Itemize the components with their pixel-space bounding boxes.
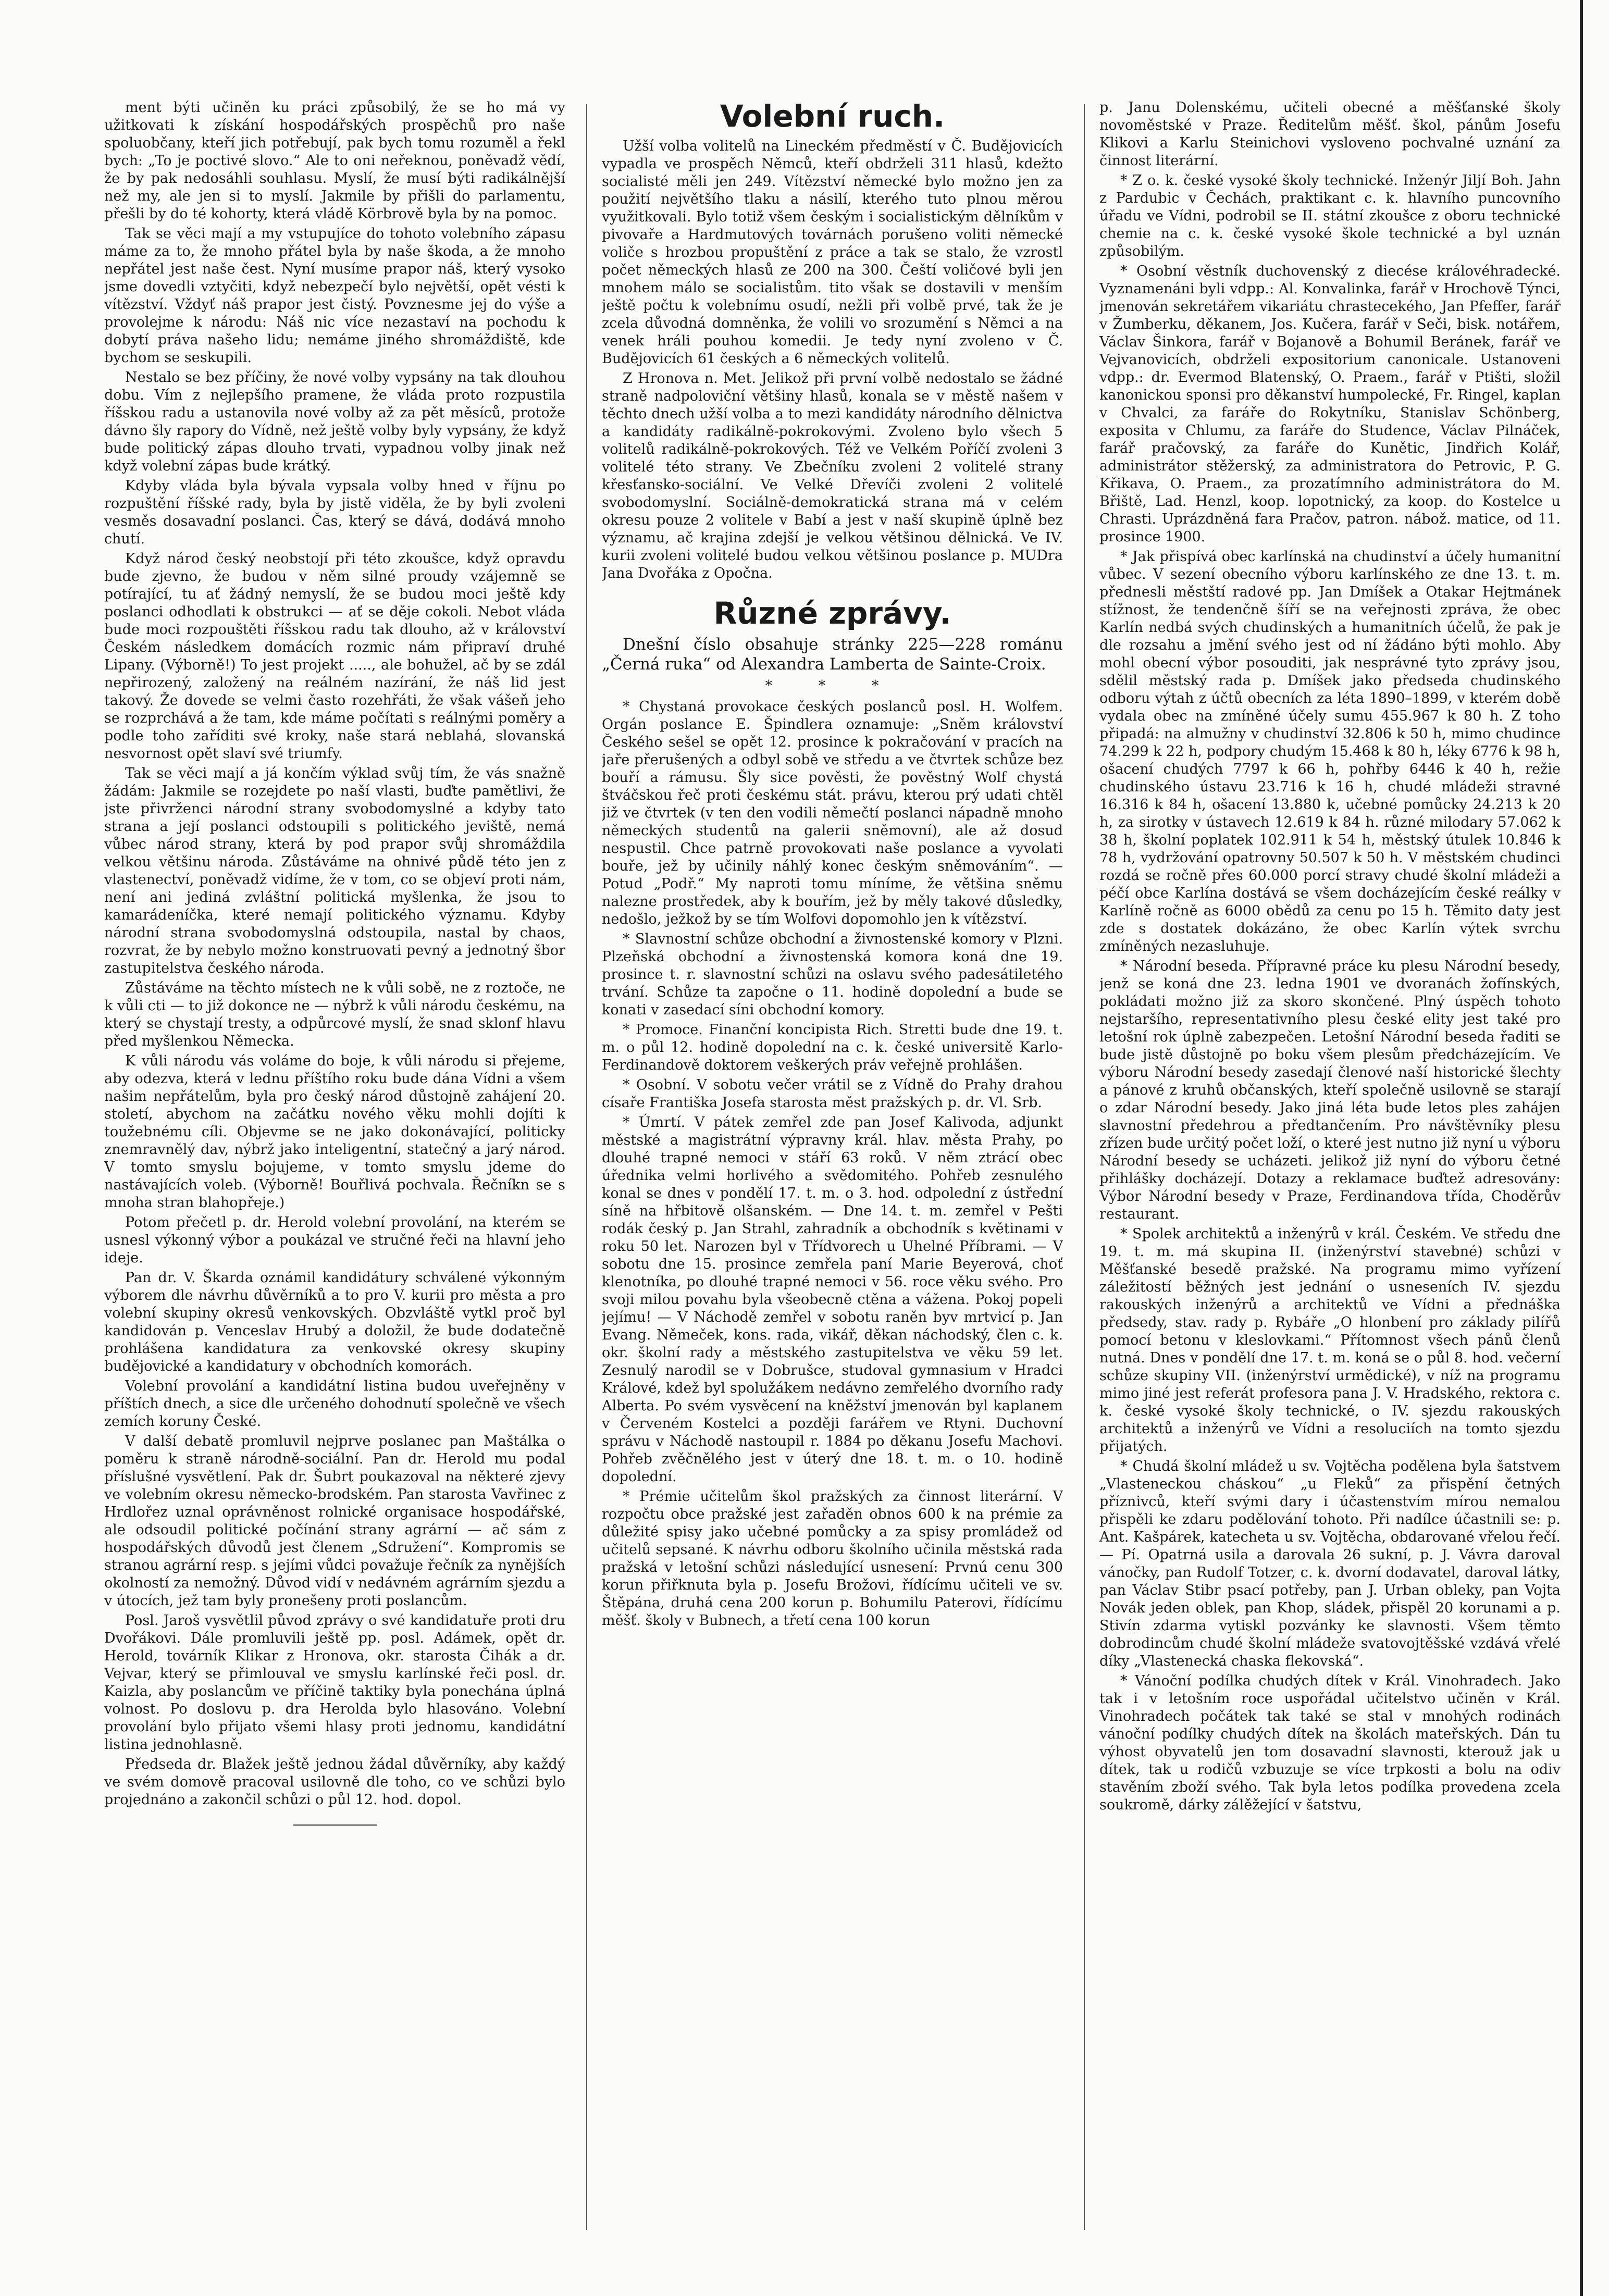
article-paragraph: Z Hronova n. Met. Jelikož při první volbě nedostalo se žádné straně nadpoloviční většiny hlasů, konala se v městě našem v těchto dnech užší volba a to mezi kandidáty národního dělnictva a kandidáty radikálně-pokrokovými. Zvoleno bylo všech 5 volitelů radikálně-pokrokových. Též ve Velkém Poříčí zvoleni 3 volitelé této strany. Ve Zbečníku zvoleni 2 volitelé strany křesťansko-sociální. Ve Velké Dřevíči zvoleni 2 volitelé svobodomyslní. Sociálně-demokratická strana má v celém okresu pouze 2 volitele v Babí a jest v naší skupině úplně bez významu, ač krajina zdejší je velkou většinou dělnická. Ve IV. kurii zvoleni volitelé budou velkou většinou poslance p. MUDra Jana Dvořáka z Opočna. <box>602 370 1063 581</box>
newspaper-page <box>104 99 1574 2235</box>
article-paragraph: * Chystaná provokace českých poslanců posl. H. Wolfem. Orgán poslance E. Špindlera oznamuje: „Sněm království Českého sešel se opět 12. prosince k pokračování v pracích na jaře přerušených a odbyl sobě ve středu a ve čtvrtek schůze bez bouří a rámusu. Šly sice pověsti, že pověstný Wolf chystá štváčskou řeč proti českému stát. právu, kterou prý udati chtěl již ve čtvrtek (v ten den vodili němečtí poslanci nápadně mnoho německých studentů na galerii sněmovní), ale až dosud nespustil. Chce patrně provokovati naše poslance a vyvolati bouře, jež by učinily náhlý konec českým sněmováním“. — Potud „Podř.“ My naproti tomu míníme, že většina sněmu nalezne prostředek, aby k bouřím, jež by měly takové důsledky, nedošlo, ježkož by se tím Wolfovi dopomohlo jen k vítězství. <box>602 699 1063 927</box>
article-paragraph: * Úmrtí. V pátek zemřel zde pan Josef Kalivoda, adjunkt městské a magistrátní výpravny král. hlav. města Prahy, po dlouhé trapné nemoci v stáří 63 roků. V něm ztrácí obec úřednika velmi horlivého a svědomitého. Pohřeb zesnulého konal se dnes v pondělí 17. t. m. o 3. hod. odpolední z ústřední síně na hřbitově olšanském. — Dne 14. t. m. zemřel v Pešti rodák český p. Jan Strahl, zahradník a obchodník s květinami v roku 50 let. Narozen byl v Třídvorech u Uhelné Příbrami. — V sobotu dne 15. prosince zemřela paní Marie Beyerová, choť klenotníka, po dlouhé trapné nemoci v 56. roce věku svého. Pro svoji milou povahu byla všeobecně ctěna a vážena. Pokoj popeli jejímu! — V Náchodě zemřel v sobotu raněn byv mrtvicí p. Jan Evang. Němeček, kons. rada, vikář, děkan náchodský, člen c. k. okr. školní rady a městského zastupitelstva ve věku 59 let. Zesnulý narodil se v Dobrušce, studoval gymnasium v Hradci Králové, kdež byl spolužákem nedávno zemřelého dvorního rady Alberta. Po svém vysvěcení na kněžství jmenován byl kaplanem v Červeném Kostelci a později farářem ve Rtyni. Duchovní správu v Náchodě nastoupil r. 1884 po děkanu Josefu Machovi. Pohřeb zvěčnělého jest v úterý dne 18. t. m. o 10. hodině dopolední. <box>602 1114 1063 1485</box>
article-paragraph: * Slavnostní schůze obchodní a živnostenské komory v Plzni. Plzeňská obchodní a živnostenská komora koná dne 19. prosince t. r. slavnostní schůzi na oslavu svého padesátiletého trvání. Schůze ta započne o 11. hodině dopolední a bude se konati v zasedací síni obchodní komory. <box>602 931 1063 1018</box>
lead-paragraph: Dnešní číslo obsahuje stránky 225—228 románu „Černá ruka“ od Alexandra Lamberta de Sainte-Croix. <box>602 635 1063 674</box>
article-paragraph: * Vánoční podílka chudých dítek v Král. Vinohradech. Jako tak i v letošním roce uspořádal učitelstvo učiněn v Král. Vinohradech počátek tak také se stal v mnohých rodinách vánoční podílky chudých dítek na školách mateřských. Dán tu výhost obyvatelů jen tom dosavadní slavnosti, kterouž jak u dítek, tak u rodičů vzbuzuje se více trpkosti a bolu na odiv stavěním zboží svého. Tak byla letos podílka provedena zcela soukromě, dárky zálěžející v šatstvu, <box>1099 1673 1561 1813</box>
article-paragraph: Užší volba volitelů na Lineckém předměstí v Č. Budějovicích vypadla ve prospěch Němců, kteří obdrželi 311 hlasů, kdežto socialisté měli jen 249. Vítězství německé bylo možno jen za použití největšího tlaku a násilí, kterého tuto plnou měrou využitkovali. Bylo totiž všem českým i socialistickým dělníkům v pivovaře a Hardmutových továrnách porušeno voliti německé voliče s hrozbou propuštění z práce a tak se stalo, že vzrostl počet německých hlasů ze 200 na 300. Čeští voličové byli jen mnohem málo se socialistům. tito však se dostavili v menším ještě počtu k volebnímu osudí, nežli při volbě prvé, tak že je zcela důvodná domněnka, že volili vo srozumění s Němci a na venek hráli pouhou komedii. Je tedy nyní zvoleno v Č. Budějovicích 61 českých a 6 německých volitelů. <box>602 138 1063 367</box>
separator-stars: * * * <box>765 678 900 694</box>
article-paragraph: Volební provolání a kandidátní listina budou uveřejněny v příštích dnech, a sice dle určeného dohodnutí společně ve všech zemích koruny České. <box>104 1378 565 1430</box>
article-paragraph: * Národní beseda. Přípravné práce ku plesu Národní besedy, jenž se koná dne 23. ledna 1901 ve dvoranách žofínských, pokládati možno již za skoro skončené. Plný úspěch tohoto nejstaršího, representativního plesu české elity jest také pro letošní rok úplně zabezpečen. Letošní Národní beseda řaditi se bude jistě důstojně po boku všem plesům předcházejícím. Ve výboru Národní besedy zasedají členové naší historické šlechty a pánové z kruhů občanských, kteří společně usilovně se starají o zdar Národní besedy. Jako jiná léta bude letos ples zahájen slavnostní předehrou a předtančením. Pro návštěvníky plesu zřízen bude určitý počet loží, o které jest nutno již nyní u výboru Národní besedy se ucházeti. jelikož již nyní do výboru četné přihlášky docházejí. Dotazy a reklamace buďtež adresovány: Výbor Národní besedy v Praze, Ferdinandova třída, Choděrův restaurant. <box>1099 958 1561 1222</box>
article-paragraph: * Osobní. V sobotu večer vrátil se z Vídně do Prahy drahou císaře Františka Josefa starosta měst pražských p. dr. Vl. Srb. <box>602 1077 1063 1111</box>
column-rule <box>1084 104 1085 2230</box>
section-heading-volebni-ruch: Volební ruch. <box>720 99 945 134</box>
article-paragraph: * Spolek architektů a inženýrů v král. Českém. Ve středu dne 19. t. m. má skupina II. (inženýrství stavebné) schůzi v Měšťanské besedě pražské. Na programu mimo vyřízení záležitostí běžných jest jednání o usneseních IV. sjezdu rakouských inženýrů a architektů ve Vídni a přednáška předsedy, stav. rady p. Rybáře „O hlonbení pro základy pilířů pomocí betonu v kleslovkami.“ Přítomnost všech pánů členů nutná. Dnes v pondělí dne 17. t. m. koná se o půl 8. hod. večerní schůze skupiny VII. (inženýrství urmědické), v níž na programu mimo jiné jest referát profesora pana J. V. Hradského, rektora c. k. české vysoké školy technické, o IV. sjezdu rakouských architektů a inženýrů ve Vídni a resoluciích na tomto sjezdu přijatých. <box>1099 1226 1561 1455</box>
article-paragraph: Potom přečetl p. dr. Herold volební provolání, na kterém se usnesl výkonný výbor a poukázal ve stručné řeči na hlavní jeho ideje. <box>104 1214 565 1266</box>
article-paragraph: * Prémie učitelům škol pražských za činnost literární. V rozpočtu obce pražské jest zařaděn obnos 600 k na prémie za důležité spisy jako učebné pomůcky a za spisy promládež od učitelů sepsané. K návrhu odboru školního učinila městská rada pražská v letošní schůzi následující usnesení: Prvnú cenu 300 korun přiřknuta byla p. Josefu Brožovi, řídícímu učiteli ve sv. Štěpána, druhá cena 200 korun p. Bohumilu Paterovi, řídícímu měšť. školy v Bubnech, a třetí cena 100 korun <box>602 1488 1063 1629</box>
page-edge-border <box>1580 0 1583 2296</box>
section-heading-ruzne-zpravy: Různé zprávy. <box>713 595 951 631</box>
article-paragraph: Když národ český neobstojí při této zkoušce, když opravdu bude zjevno, že budou v něm silné proudy vzájemně se potírající, tu ať žádný nemyslí, že se budou moci ještě kdy poslanci odhodlati k obstrukci — ať se děje cokoli. Nebot vláda bude moci rozpouštěti říšskou radu tak dlouho, až v království Českém následkem domácích rozmic nám připraví druhé Lipany. (Výborně!) To jest projekt ....., ale bohužel, ač by se zdál nepřirozený, založený na reálném nazírání, že náš lid jest takový. Že dovede se velmi často rozehřáti, že však vášeň jeho se rozprchává a že tam, kde máme počítati s reálnými poměry a podle toho zaříditi své kroky, naše stará neblahá, slovanská nesvornost opět slaví své triumfy. <box>104 551 565 762</box>
end-rule <box>293 1825 377 1826</box>
column-2 <box>602 99 1063 2235</box>
article-paragraph: * Promoce. Finanční koncipista Rich. Stretti bude dne 19. t. m. o půl 12. hodině dopolední na c. k. české universitě Karlo-Ferdinandově doktorem veškerých práv veřejně prohlášen. <box>602 1022 1063 1073</box>
article-paragraph: ment býti učiněn ku práci způsobilý, že se ho má vy užitkovati k získání hospodářských prospěchů pro naše spoluobčany, kteří jich potřebují, pak bych tomu rozuměl a řekl bych: „To je poctivé slovo.“ Ale to oni neřeknou, poněvadž vědí, že by pak nedosáhli souhlasu. Myslí, že musí býti radikálnější než my, ale jen si to myslí. Jakmile by přišli do parlamentu, přešli by do té kohorty, která vládě Körbrově byla by na pomoc. <box>104 100 565 222</box>
article-paragraph: Předseda dr. Blažek ještě jednou žádal důvěrníky, aby každý ve svém domově pracoval usilovně dle toho, co ve schůzi bylo projednáno a zakončil schůzi o půl 12. hod. dopol. <box>104 1756 565 1808</box>
article-paragraph: Zůstáváme na těchto místech ne k vůli sobě, ne z roztoče, ne k vůli cti — to již dokonce ne — nýbrž k vůli národu českému, na který se chystají tresty, a odpůrcové myslí, že snad sklonf hlavu před myšlenkou Německa. <box>104 980 565 1049</box>
article-paragraph: Nestalo se bez příčiny, že nové volby vypsány na tak dlouhou dobu. Vím z nejlepšího pramene, že vláda proto rozpustila říšskou radu a ustanovila nové volby až za pět měsíců, protože dávno šly rapory do Vídně, než ještě volby byly vypsány, že když bude politický zápas dlouho trvati, vypadnou volby jinak než když volební zápas bude krátký. <box>104 369 565 474</box>
article-paragraph: * Osobní věstník duchovenský z diecése královéhradecké. Vyznamenáni byli vdpp.: Al. Konvalinka, farář v Hrochově Týnci, jmenován sekretářem vikariátu chrastecekého, Jan Pfeffer, farář v Žumberku, děkanem, Jos. Kučera, farář v Seči, bisk. notářem, Václav Šinkora, farář v Bojanově a Bohumil Beránek, farář ve Vejvanovicích, obdrželi expositorium canonicale. Ustanoveni vdpp.: dr. Evermod Blatenský, O. Praem., farář v Ptišti, složil kanonickou sponsi pro děkanství humpolecké, Fr. Ringel, kaplan v Chvalci, za faráře do Rokytníku, Stanislav Schönberg, exposita v Chlumu, za faráře do Studence, Václav Pilnáček, farář pračovský, za faráře do Kunětic, Jindřich Kolář, administrátor stěžerský, za administratora do Petrovic, P. G. Křikava, O. Praem., za prozatímního administrátora do M. Břiště, Lad. Henzl, koop. lopotnický, za koop. do Kostelce u Chrasti. Uprázdněná fara Pračov, patron. nábož. matice, od 11. prosince 1900. <box>1099 263 1561 545</box>
column-rule <box>586 104 587 2230</box>
article-paragraph: p. Janu Dolenskému, učiteli obecné a měšťanské školy novoměstské v Praze. Ředitelům měšť. škol, pánům Josefu Klikovi a Karlu Steinichovi vysloveno pochvalné uznání za činnost literární. <box>1099 100 1561 169</box>
article-paragraph: V další debatě promluvil nejprve poslanec pan Maštálka o poměru k straně národně-sociální. Pan dr. Herold mu podal příslušné vysvětlení. Pak dr. Šubrt poukazoval na některé zjevy ve volebním okresu německo-brodském. Pan starosta Vavřinec z Hrdlořez uznal oprávněnost rolnické organisace hospodářské, ale odsoudil politické počínání strany agrární — ač sám z hospodářských důvodů jest členem „Sdružení“. Kompromis se stranou agrární resp. s jejími vůdci považuje řečník za nynějších okolností za nemožný. Důvod vidí v nedávném agrárním sjezdu a v útocích, jež tam byly pronešeny proti poslancům. <box>104 1433 565 1609</box>
article-paragraph: K vůli národu vás voláme do boje, k vůli národu si přejeme, aby odezva, která v lednu příštího roku bude dána Vídni a všem našim nepřátelům, byla pro český národ důstojně zahájení 20. století, abychom na začátku nového věku mohli dojíti k toužebnému cíli. Objevme se ne jako dokonávající, politicky znemravnělý dav, nýbrž jako inteligentní, statečný a jarý národ. V tomto smyslu bojujeme, v tomto smyslu jdeme do nastávajících voleb. (Výborně! Bouřlivá pochvala. Řečníkn se s mnoha stran blahopřeje.) <box>104 1053 565 1211</box>
article-paragraph: Posl. Jaroš vysvětlil původ zprávy o své kandidatuře proti dru Dvořákovi. Dále promluvili ještě pp. posl. Adámek, opět dr. Herold, továrník Klikar z Hronova, okr. starosta Čihák a dr. Vejvar, který se přimlouval ve smyslu karlínské řeči posl. dr. Kaizla, aby poslancům ve příčině taktiky byla ponechána úplná volnost. Po doslovu p. dra Herolda bylo hlasováno. Volební provolání bylo přijato všemi hlasy proti jednomu, kandidátní listina jednohlasně. <box>104 1612 565 1753</box>
article-paragraph: Tak se věci mají a já končím výklad svůj tím, že vás snažně žádám: Jakmile se rozejdete po naší vlasti, buďte pamětlivi, že jste přivrženci národní strany svobodomyslné a kdyby tato strana a její poslanci odstoupili s politického jeviště, nemá vůbec národ strany, která by pod prapor svůj shromáždila velkou většinu národa. Zůstáváme na ohnivé půdě této jen z vlastenectví, poněvadž vidíme, že v tom, co se objeví proti nám, není ani jediná zvláštní politická myšlenka, že jsou to kamarádeníčka, které nemají politického významu. Kdyby národní strana svobodomyslná odstoupila, nastal by chaos, rozvrat, že by nebylo možno konstruovati pevný a jednotný šbor zastupitelstva českého národa. <box>104 765 565 976</box>
article-paragraph: Tak se věci mají a my vstupujíce do tohoto volebního zápasu máme za to, že mnoho přátel byla by naše škoda, a že mnoho nepřátel jest naše čest. Nyní musíme prapor náš, který vysoko jsme dovedli vztyčiti, když nebezpečí bylo největší, opět vésti k vítězství. Vždyť náš prapor jest čistý. Povznesme jej do výše a provolejme k národu: Náš nic více nezastaví na pochodu k dobytí práva našeho lidu; nemáme jiného shromáždiště, kde bychom se seskupili. <box>104 226 565 366</box>
column-3 <box>1099 99 1561 2235</box>
article-paragraph: Pan dr. V. Škarda oznámil kandidátury schválené výkonným výborem dle návrhu důvěrníků a to pro V. kurii pro města a pro volební skupiny okresů venkovských. Obzvláště vytkl proč byl kandidován p. Venceslav Hrubý a doložil, že bude dodatečně prohlášena kandidatura za venkovské okresy skupiny budějovické a kandidatury v obchodních komorách. <box>104 1270 565 1374</box>
column-1 <box>104 99 565 2235</box>
article-paragraph: * Chudá školní mládež u sv. Vojtěcha podělena byla šatstvem „Vlasteneckou cháskou“ „u Fleků“ za přispění četných příznivců, kteří svými dary i účastenstvím mírou nemalou přispěli ke zdaru podělování tohoto. Při nadílce účastnili se: p. Ant. Kašpárek, katecheta u sv. Vojtěcha, obdarované vřelou řečí. — Pí. Opatrná usila a darovala 26 sukní, p. J. Vávra daroval vánočky, pan Rudolf Totzer, c. k. dvorní dodavatel, daroval látky, pan Václav Stibr psací potřeby, pan J. Urban obleky, pan Vojta Novák jeden oblek, pan Khop, sládek, přispěl 20 korunami a p. Stivín zdarma vytiskl pozvánky ke slavnosti. Všem těmto dobrodincům chudé školní mládeže svatovojtěšské vzdává vřelé díky „Vlastenecká chaska flekovská“. <box>1099 1458 1561 1669</box>
article-paragraph: Kdyby vláda byla bývala vypsala volby hned v říjnu po rozpuštění říšské rady, byla by jistě viděla, že by byli zvoleni vesměs dosavadní poslanci. Čas, který se dává, dodává mnoho chutí. <box>104 478 565 547</box>
article-paragraph: * Z o. k. české vysoké školy technické. Inženýr Jiljí Boh. Jahn z Pardubic v Čechách, praktikant c. k. hlavního puncovního úřadu ve Vídni, podrobil se II. státní zkoušce z oboru technické chemie na c. k. české vysoké škole technické a byl uznán způsobilým. <box>1099 172 1561 259</box>
article-paragraph: * Jak přispívá obec karlínská na chudinství a účely humanitní vůbec. V sezení obecního výboru karlínského ze dne 13. t. m. přednesli městští radové pp. Jan Dmíšek a Otakar Hejtmánek stížnost, že tendenčně šíří se na veřejnosti zpráva, že obec Karlín nedbá svých chudinských a humanitních účelů, že pak je dle rozsahu a jmění svého jest od ní žádáno býti mohlo. Aby mohl obecní výbor posouditi, jak nesprávné tyto zprávy jsou, sdělil městský rada p. Dmíšek jako předseda chudinského odboru výtah z účtů obecních za léta 1890–1899, v kterém době vydala obec na zmíněné účely sumu 455.967 k 80 h. Z toho připadá: na almužny v chudinství 32.806 k 50 h, mimo chudince 74.299 k 22 h, podpory chudým 15.468 k 80 h, léky 6776 k 98 h, ošacení chudých 7797 k 66 h, pohřby 6446 k 40 h, režie chudinského ústavu 23.716 k 16 h, chudé mládeži stravné 16.316 k 84 h, ošacení 13.880 k, učebné pomůcky 24.213 k 20 h, za sirotky v ústavech 12.619 k 84 h. různé milodary 57.062 k 38 h, školní poplatek 102.911 k 54 h, městský útulek 10.846 k 78 h, vydržování opatrovny 50.507 k 50 h. V městském chudinci rozdá se ročně přes 60.000 porcí stravy chudé školní mládeži a péčí obce Karlína dostává se všem docházejícím české reálky v Karlíně ročně as 6000 obědů za cenu po 15 h. Těmito daty jest zde s dostatek dokázáno, že obec Karlín výtek svrchu zmíněných nezasluhuje. <box>1099 549 1561 954</box>
